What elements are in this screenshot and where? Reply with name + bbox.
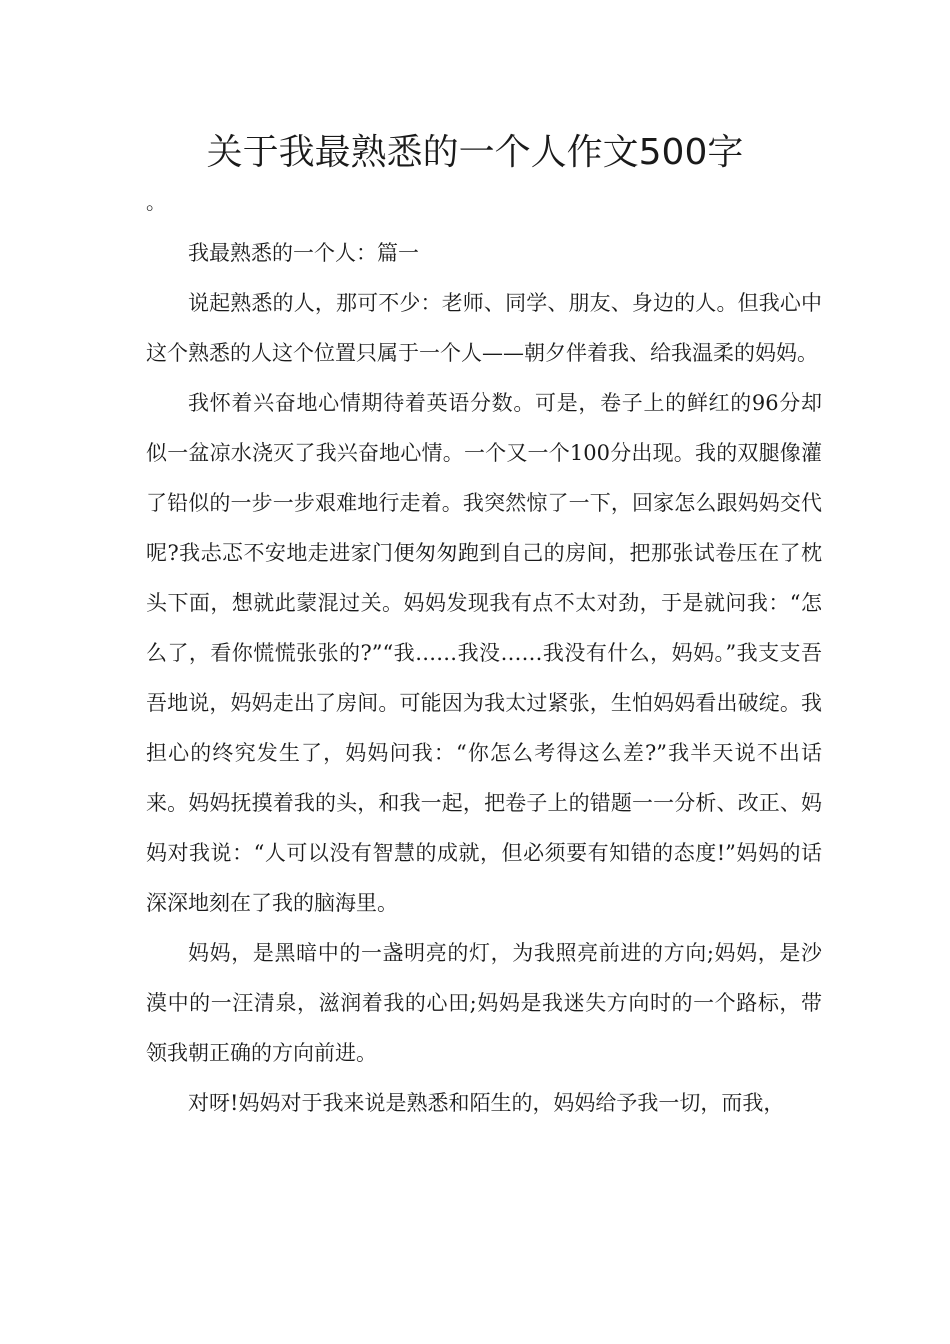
section-heading: 我最熟悉的一个人：篇一 xyxy=(188,241,419,265)
stray-punctuation: 。 xyxy=(146,190,166,214)
body-paragraph: 对呀!妈妈对于我来说是熟悉和陌生的，妈妈给予我一切，而我， xyxy=(188,1091,785,1115)
document-title: 关于我最熟悉的一个人作文500字 xyxy=(206,132,744,173)
body-paragraph: 我怀着兴奋地心情期待着英语分数。可是，卷子上的鲜红的96分却似一盆凉水浇灭了我兴奋地心情。一个又一个100分出现。我的双腿像灌了铅似的一步一步艰难地行走着。我突然惊了一下，回家怎么跟妈妈交代呢?我忐忑不安地走进家门便匆匆跑到自己的房间，把那张试卷压在了枕头下面，想就此蒙混过关。妈妈发现我有点不太对劲，于是就问我：“怎么了，看你慌慌张张的?”“我……我没……我没有什么，妈妈。”我支支吾吾地说，妈妈走出了房间。可能因为我太过紧张，生怕妈妈看出破绽。我担心的终究发生了，妈妈问我：“你怎么考得这么差?”我半天说不出话来。妈妈抚摸着我的头，和我一起，把卷子上的错题一一分析、改正、妈妈对我说：“人可以没有智慧的成就，但必须要有知错的态度!”妈妈的话深深地刻在了我的脑海里。 xyxy=(146,391,822,915)
body-paragraph: 说起熟悉的人，那可不少：老师、同学、朋友、身边的人。但我心中这个熟悉的人这个位置只属于一个人——朝夕伴着我、给我温柔的妈妈。 xyxy=(146,291,822,365)
document-body xyxy=(146,228,822,1128)
body-paragraph: 妈妈，是黑暗中的一盏明亮的灯，为我照亮前进的方向;妈妈，是沙漠中的一汪清泉，滋润着我的心田;妈妈是我迷失方向时的一个路标，带领我朝正确的方向前进。 xyxy=(146,941,822,1065)
